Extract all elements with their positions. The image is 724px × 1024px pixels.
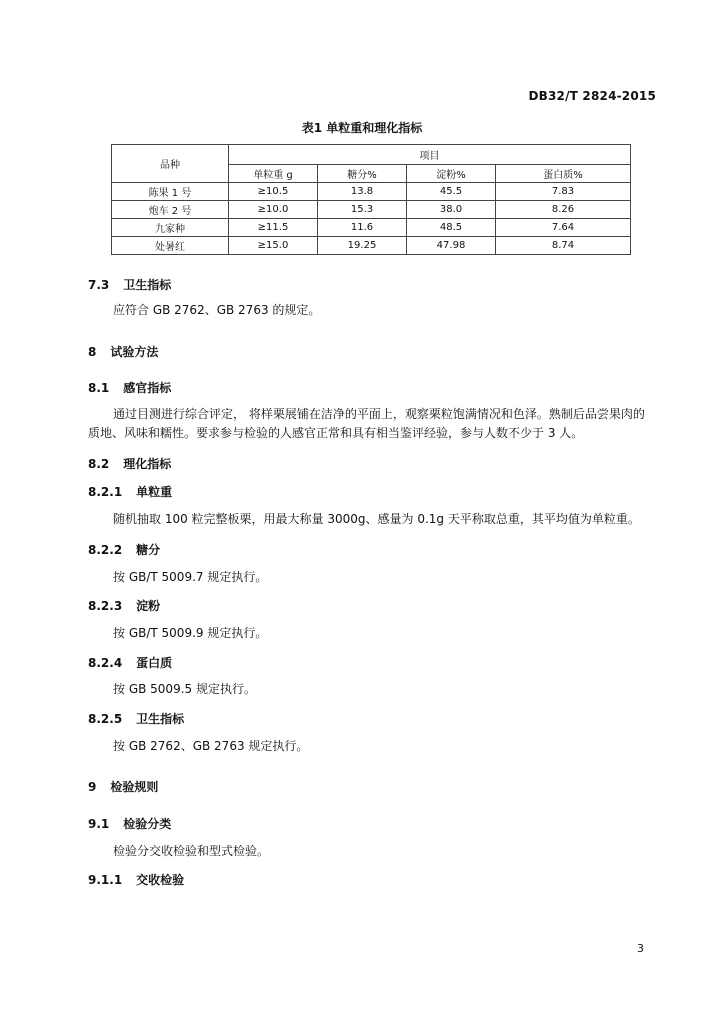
section-number: 9.1 [88, 817, 110, 831]
paragraph-8-2-1: 随机抽取 100 粒完整板栗，用最大称量 3000g、感量为 0.1g 天平称取总重，其平均值为单粒重。 [113, 512, 640, 526]
value-cell: ≥15.0 [229, 237, 318, 255]
value-cell: 15.3 [318, 201, 407, 219]
value-cell: 47.98 [407, 237, 496, 255]
paragraph-9-1: 检验分交收检验和型式检验。 [113, 844, 270, 858]
section-number: 7.3 [88, 278, 110, 292]
table-row [112, 201, 631, 219]
table-row [112, 183, 631, 201]
section-number: 9 [88, 780, 97, 794]
value-cell: ≥10.5 [229, 183, 318, 201]
section-number: 8.2.3 [88, 599, 123, 613]
variety-cell: 炮车 2 号 [112, 201, 229, 219]
section-number: 8.2.5 [88, 712, 123, 726]
table-header-row [112, 145, 631, 165]
variety-cell: 陈果 1 号 [112, 183, 229, 201]
section-title: 交收检验 [136, 873, 185, 887]
variety-cell: 九家种 [112, 219, 229, 237]
value-cell: 48.5 [407, 219, 496, 237]
section-heading-8-2-4 [88, 654, 172, 671]
section-heading-7-3 [88, 276, 171, 293]
page-number: 3 [637, 942, 644, 955]
paragraph-8-2-3: 按 GB/T 5009.9 规定执行。 [113, 626, 268, 640]
table-row [112, 219, 631, 237]
section-heading-8-1 [88, 379, 171, 396]
value-cell: 7.83 [496, 183, 631, 201]
section-title: 卫生指标 [136, 712, 185, 726]
value-cell: 11.6 [318, 219, 407, 237]
column-header: 糖分% [318, 165, 407, 183]
value-cell: ≥10.0 [229, 201, 318, 219]
section-title: 卫生指标 [123, 278, 172, 292]
project-header: 项目 [229, 145, 631, 165]
section-number: 8.2.4 [88, 656, 123, 670]
section-title: 试验方法 [110, 345, 159, 359]
section-title: 感官指标 [123, 381, 172, 395]
variety-cell: 处暑红 [112, 237, 229, 255]
value-cell: 38.0 [407, 201, 496, 219]
paragraph-7-3: 应符合 GB 2762、GB 2763 的规定。 [113, 303, 321, 317]
section-heading-9-1 [88, 815, 171, 832]
value-cell: 13.8 [318, 183, 407, 201]
variety-header: 品种 [112, 145, 229, 183]
section-number: 8.1 [88, 381, 110, 395]
section-heading-8-2-3 [88, 597, 160, 614]
paragraph-8-1: 通过目测进行综合评定， 将样栗展铺在洁净的平面上，观察栗粒饱满情况和色泽。熟制后品尝果肉的质地、风味和糯性。要求参与检验的人感官正常和具有相当鉴评经验，参与人数不少于 3 人。 [88, 407, 645, 440]
section-heading-8-2-1 [88, 483, 172, 500]
section-number: 8.2.1 [88, 485, 123, 499]
value-cell: 8.26 [496, 201, 631, 219]
section-heading-8-2-5 [88, 710, 184, 727]
indicator-table [111, 144, 631, 255]
section-title: 检验规则 [110, 780, 159, 794]
section-number: 8.2 [88, 457, 110, 471]
document-code: DB32/T 2824-2015 [528, 89, 656, 103]
section-heading-9 [88, 778, 158, 795]
section-heading-9-1-1 [88, 871, 184, 888]
column-header: 蛋白质% [496, 165, 631, 183]
value-cell: 7.64 [496, 219, 631, 237]
section-number: 9.1.1 [88, 873, 123, 887]
paragraph-8-2-5: 按 GB 2762、GB 2763 规定执行。 [113, 739, 309, 753]
section-heading-8-2-2 [88, 541, 160, 558]
section-title: 淀粉 [136, 599, 161, 613]
value-cell: ≥11.5 [229, 219, 318, 237]
section-number: 8 [88, 345, 97, 359]
section-title: 糖分 [136, 543, 161, 557]
section-heading-8 [88, 343, 158, 360]
paragraph-8-2-2: 按 GB/T 5009.7 规定执行。 [113, 570, 268, 584]
table-title: 表1 单粒重和理化指标 [301, 121, 423, 135]
section-heading-8-2 [88, 455, 171, 472]
table-row [112, 237, 631, 255]
paragraph-8-2-4: 按 GB 5009.5 规定执行。 [113, 682, 256, 696]
value-cell: 19.25 [318, 237, 407, 255]
column-header: 单粒重 g [229, 165, 318, 183]
section-title: 检验分类 [123, 817, 172, 831]
value-cell: 8.74 [496, 237, 631, 255]
value-cell: 45.5 [407, 183, 496, 201]
section-title: 单粒重 [136, 485, 173, 499]
section-title: 理化指标 [123, 457, 172, 471]
section-title: 蛋白质 [136, 656, 173, 670]
column-header: 淀粉% [407, 165, 496, 183]
section-number: 8.2.2 [88, 543, 123, 557]
